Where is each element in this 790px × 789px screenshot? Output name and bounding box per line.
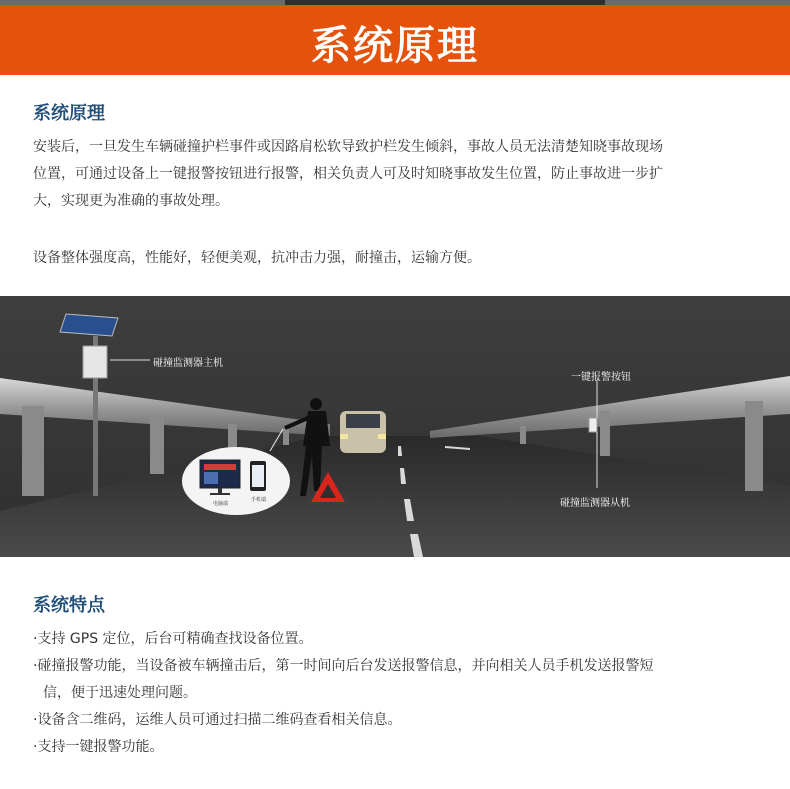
feature-item	[33, 653, 773, 680]
car-icon	[340, 411, 386, 453]
section-heading-principle: 系统原理	[33, 103, 105, 124]
alarm-button-label: 一键报警按钮	[571, 372, 631, 383]
feature-item-continuation: 信，便于迅速处理问题。	[43, 685, 197, 701]
host-label: 碰撞监测器主机	[153, 358, 223, 369]
feature-item	[33, 626, 773, 653]
feature-item	[33, 707, 773, 734]
section-heading-features: 系统特点	[33, 595, 105, 616]
slave-label: 碰撞监测器从机	[560, 498, 630, 509]
feature-item	[33, 734, 773, 761]
principle-paragraph	[33, 134, 773, 215]
bullet: ·	[33, 631, 38, 647]
system-diagram-photo	[0, 296, 790, 557]
road-scene-illustration	[0, 296, 790, 557]
strength-paragraph: 设备整体强度高，性能好，轻便美观，抗冲击力强，耐撞击，运输方便。	[33, 250, 481, 266]
banner-title: 系统原理	[311, 23, 479, 69]
banner-top-strip	[0, 0, 790, 5]
header-banner	[0, 0, 790, 75]
principle-line: 安装后，一旦发生车辆碰撞护栏事件或因路肩松软导致护栏发生倾斜，事故人员无法清楚知晓事故现场	[33, 139, 663, 155]
bullet: ·	[33, 712, 38, 728]
bullet: ·	[33, 658, 38, 674]
host-device-box	[83, 346, 107, 378]
principle-line: 位置，可通过设备上一键报警按钮进行报警，相关负责人可及时知晓事故发生位置，防止事故进一步扩	[33, 166, 663, 182]
slave-device-box	[589, 418, 597, 432]
principle-line: 大，实现更为准确的事故处理。	[33, 193, 229, 209]
feature-text: 设备含二维码，运维人员可通过扫描二维码查看相关信息。	[37, 712, 402, 728]
computer-label: 电脑端	[213, 501, 229, 507]
solar-panel-icon	[60, 314, 118, 336]
bullet: ·	[33, 739, 38, 755]
phone-label: 手机端	[251, 497, 267, 503]
feature-text: 支持一键报警功能。	[37, 739, 164, 755]
feature-text: 支持 GPS 定位，后台可精确查找设备位置。	[37, 631, 313, 647]
feature-text: 碰撞报警功能，当设备被车辆撞击后，第一时间向后台发送报警信息，并向相关人员手机发送报警短	[37, 658, 654, 674]
features-list	[33, 626, 773, 761]
